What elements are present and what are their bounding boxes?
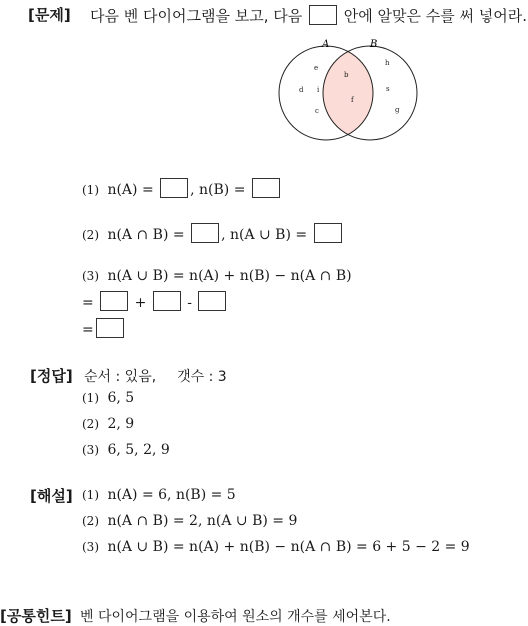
question-3-result — [82, 318, 126, 338]
question-2-part1: n(A ∩ B) = — [107, 227, 185, 243]
answer-meta — [84, 366, 227, 386]
element-f: f — [351, 96, 354, 104]
question-2-number: (2) — [82, 228, 99, 242]
question-3-formula: n(A ∪ B) = n(A) + n(B) − n(A ∩ B) — [107, 268, 352, 284]
venn-diagram — [278, 36, 418, 146]
element-d: d — [299, 86, 304, 94]
element-b: b — [344, 71, 349, 79]
answer-box-1b[interactable] — [252, 178, 280, 198]
problem-statement — [90, 5, 527, 26]
question-1-number: (1) — [82, 183, 99, 197]
explanation-2-text: n(A ∩ B) = 2, n(A ∪ B) = 9 — [107, 513, 298, 529]
set-b-label: B — [370, 39, 378, 50]
answer-order: 순서 : 있음, — [84, 369, 157, 385]
question-3-equals: = — [82, 295, 94, 311]
question-1-part1: n(A) = — [107, 182, 154, 198]
answer-2-number: (2) — [82, 417, 99, 431]
answer-1-number: (1) — [82, 391, 99, 405]
hint-label: [공통힌트] — [0, 607, 72, 625]
problem-blank-box — [309, 5, 337, 25]
question-3-result-equals: = — [82, 322, 94, 338]
answer-3-number: (3) — [82, 443, 99, 457]
answer-box-2a[interactable] — [191, 223, 219, 243]
answer-2-value: 2, 9 — [107, 416, 135, 432]
answer-box-3b[interactable] — [153, 291, 181, 311]
question-3-plus: + — [134, 295, 147, 311]
answer-box-3d[interactable] — [96, 318, 124, 338]
question-3-minus: - — [187, 295, 193, 311]
element-e: e — [314, 64, 319, 72]
answer-3-value: 6, 5, 2, 9 — [107, 442, 170, 458]
question-2-part2: , n(A ∪ B) = — [221, 227, 308, 243]
question-3-number: (3) — [82, 269, 99, 283]
problem-text-before: 다음 벤 다이어그램을 보고, 다음 — [90, 7, 303, 25]
explanation-3-text: n(A ∪ B) = n(A) + n(B) − n(A ∩ B) = 6 + 5 − 2 = 9 — [107, 539, 470, 555]
problem-text-after: 안에 알맞은 수를 써 넣어라. — [343, 7, 528, 25]
element-s: s — [386, 85, 390, 93]
question-3-blanks — [82, 291, 228, 311]
question-1 — [82, 178, 282, 198]
explanation-label: [해설] — [30, 487, 73, 505]
element-g: g — [395, 106, 400, 114]
explanation-3 — [82, 539, 470, 555]
answer-1-value: 6, 5 — [107, 390, 135, 406]
answer-box-3a[interactable] — [100, 291, 128, 311]
element-i: i — [317, 86, 320, 94]
answer-box-3c[interactable] — [198, 291, 226, 311]
answer-3 — [82, 442, 170, 458]
hint-text: 벤 다이어그램을 이용하여 원소의 개수를 세어본다. — [80, 609, 391, 625]
set-a-label: A — [322, 39, 330, 50]
element-c: c — [315, 107, 319, 115]
answer-1 — [82, 390, 134, 406]
question-2 — [82, 223, 344, 243]
answer-label: [정답] — [30, 367, 73, 385]
explanation-1-text: n(A) = 6, n(B) = 5 — [107, 487, 236, 503]
explanation-2-number: (2) — [82, 514, 99, 528]
explanation-3-number: (3) — [82, 540, 99, 554]
answer-box-1a[interactable] — [160, 178, 188, 198]
question-3 — [82, 268, 352, 284]
problem-label: [문제] — [28, 6, 71, 24]
answer-box-2b[interactable] — [314, 223, 342, 243]
explanation-1-number: (1) — [82, 488, 99, 502]
answer-count: 갯수 : 3 — [177, 369, 227, 385]
explanation-2 — [82, 513, 297, 529]
answer-2 — [82, 416, 134, 432]
element-h: h — [385, 59, 390, 67]
explanation-1 — [82, 487, 236, 503]
question-1-part2: , n(B) = — [190, 182, 246, 198]
